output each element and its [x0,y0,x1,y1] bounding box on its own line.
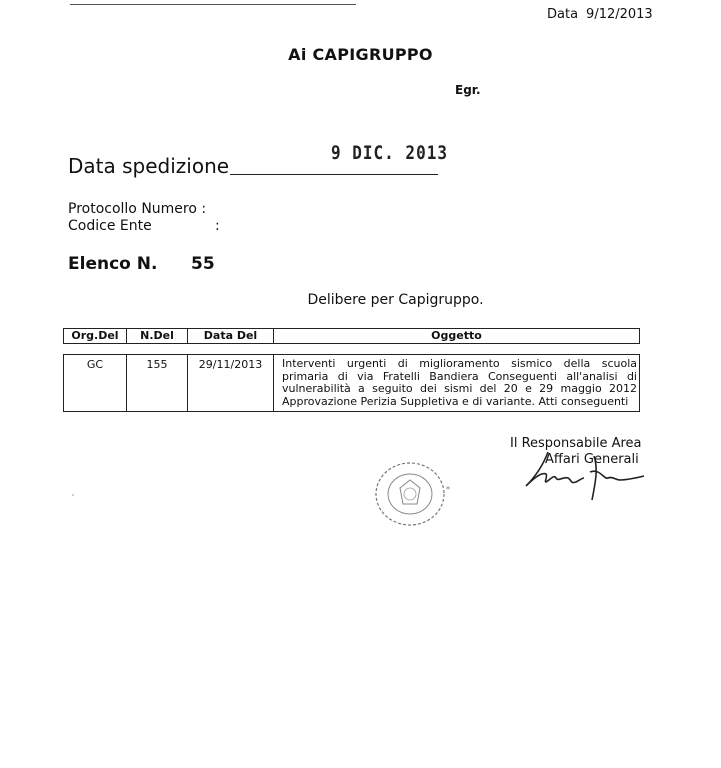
signatory-title: Il Responsabile Area [510,436,642,451]
subtitle: Delibere per Capigruppo. [307,292,484,308]
header-oggetto: Oggetto [431,329,482,342]
document-date [547,7,653,22]
signatory-department: Affari Generali [545,452,639,467]
list-number-label: Elenco N. [68,254,158,274]
recipient-salutation: Egr. [455,83,481,97]
subject-line: vulnerabilità a seguito dei sismi del 20 e 29 maggio 2012 [282,382,637,395]
svg-text:*: * [446,485,450,494]
protocol-number-label: Protocollo Numero : [68,201,207,217]
list-number-value: 55 [191,254,215,274]
date-label: Data [547,7,579,22]
header-n-del: N.Del [127,329,188,343]
date-value: 9/12/2013 [586,7,653,22]
cell-date: 29/11/2013 [188,355,274,411]
stamped-date: 9 DIC. 2013 [331,141,448,164]
cell-subject [274,355,639,411]
header-org-del: Org.Del [64,329,127,343]
cell-org: GC [64,355,127,411]
subject-line: primaria di via Fratelli Bandiera Conseguenti all'analisi di [282,369,637,383]
cell-num: 155 [127,355,188,411]
entity-code-label: Codice Ente [68,218,152,234]
official-seal-icon [370,456,454,532]
subject-line: Interventi urgenti di miglioramento sismico della scuola [282,357,637,370]
header-data-del: Data Del [188,329,274,343]
scan-speck [72,494,74,496]
table-header [63,328,640,344]
subject-line: Approvazione Perizia Suppletiva e di variante. Atti conseguenti [282,394,629,408]
handwritten-signature [520,450,650,510]
entity-code-colon: : [215,218,220,234]
top-rule [70,4,356,5]
table-row [63,354,640,412]
shipping-date-line [230,174,438,175]
document-title: Ai CAPIGRUPPO [288,45,433,64]
shipping-date-label: Data spedizione [68,154,230,178]
